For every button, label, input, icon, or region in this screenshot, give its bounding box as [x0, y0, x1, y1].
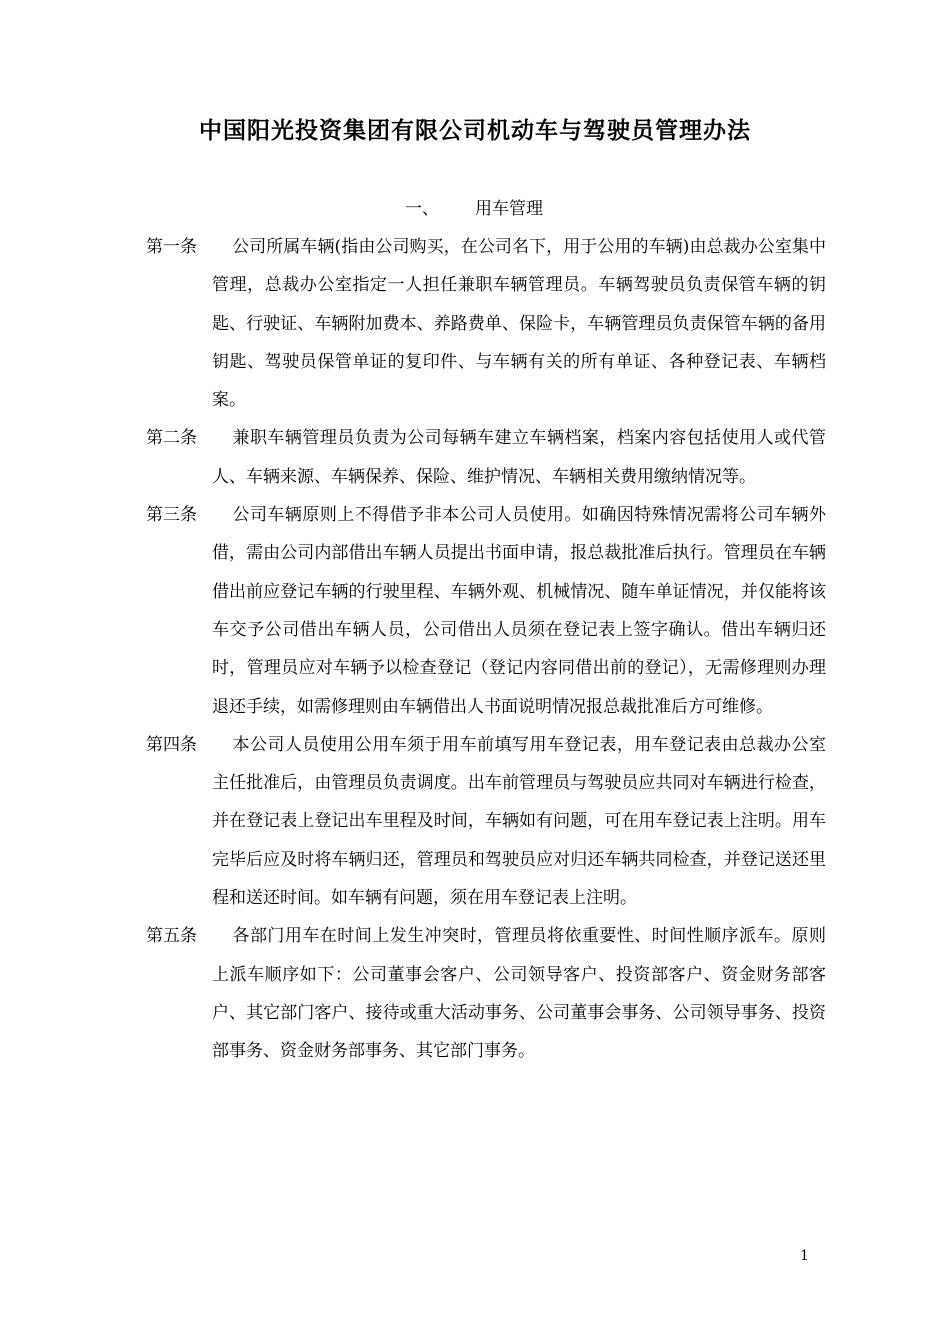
article-2 [146, 419, 826, 496]
document-title: 中国阳光投资集团有限公司机动车与驾驶员管理办法 [199, 118, 751, 144]
article-number: 第三条 [146, 505, 197, 526]
article-3 [146, 496, 826, 726]
article-number: 第四条 [146, 734, 197, 755]
article-text: 公司所属车辆(指由公司购买，在公司名下，用于公用的车辆)由总裁办公室集中管理，总裁办公室指定一人担任兼职车辆管理员。车辆驾驶员负责保管车辆的钥匙、行驶证、车辆附加费本、养路费单、保险卡，车辆管理员负责保管车辆的备用钥匙、驾驶员保管单证的复印件、与车辆有关的所有单证、各种登记表、车辆档案。 [212, 237, 826, 411]
article-number: 第五条 [146, 926, 197, 947]
section-number: 一、 [405, 199, 439, 219]
article-text: 兼职车辆管理员负责为公司每辆车建立车辆档案，档案内容包括使用人或代管人、车辆来源、车辆保养、保险、维护情况、车辆相关费用缴纳情况等。 [212, 428, 826, 487]
article-4 [146, 726, 826, 917]
article-1 [146, 228, 826, 419]
article-number: 第二条 [146, 428, 197, 449]
article-text: 各部门用车在时间上发生冲突时，管理员将依重要性、时间性顺序派车。原则上派车顺序如下：公司董事会客户、公司领导客户、投资部客户、资金财务部客户、其它部门客户、接待或重大活动事务、公司董事会事务、公司领导事务、投资部事务、资金财务部事务、其它部门事务。 [212, 926, 826, 1062]
article-number: 第一条 [146, 237, 197, 257]
section-title: 用车管理 [475, 199, 543, 219]
article-5 [146, 917, 826, 1070]
page-number: 1 [800, 1248, 809, 1264]
article-text: 本公司人员使用公用车须于用车前填写用车登记表，用车登记表由总裁办公室主任批准后，由管理员负责调度。出车前管理员与驾驶员应共同对车辆进行检查，并在登记表上登记出车里程及时间，车辆如有问题，可在用车登记表上注明。用车完毕后应及时将车辆归还，管理员和驾驶员应对归还车辆共同检查，并登记送还里程和送还时间。如车辆有问题，须在用车登记表上注明。 [212, 734, 826, 909]
section-heading [405, 194, 543, 219]
article-list [146, 228, 826, 1071]
article-text: 公司车辆原则上不得借予非本公司人员使用。如确因特殊情况需将公司车辆外借，需由公司内部借出车辆人员提出书面申请，报总裁批准后执行。管理员在车辆借出前应登记车辆的行驶里程、车辆外观、机械情况、随车单证情况，并仅能将该车交予公司借出车辆人员，公司借出人员须在登记表上签字确认。借出车辆归还时，管理员应对车辆予以检查登记（登记内容同借出前的登记），无需修理则办理退还手续，如需修理则由车辆借出人书面说明情况报总裁批准后方可维修。 [212, 505, 826, 717]
